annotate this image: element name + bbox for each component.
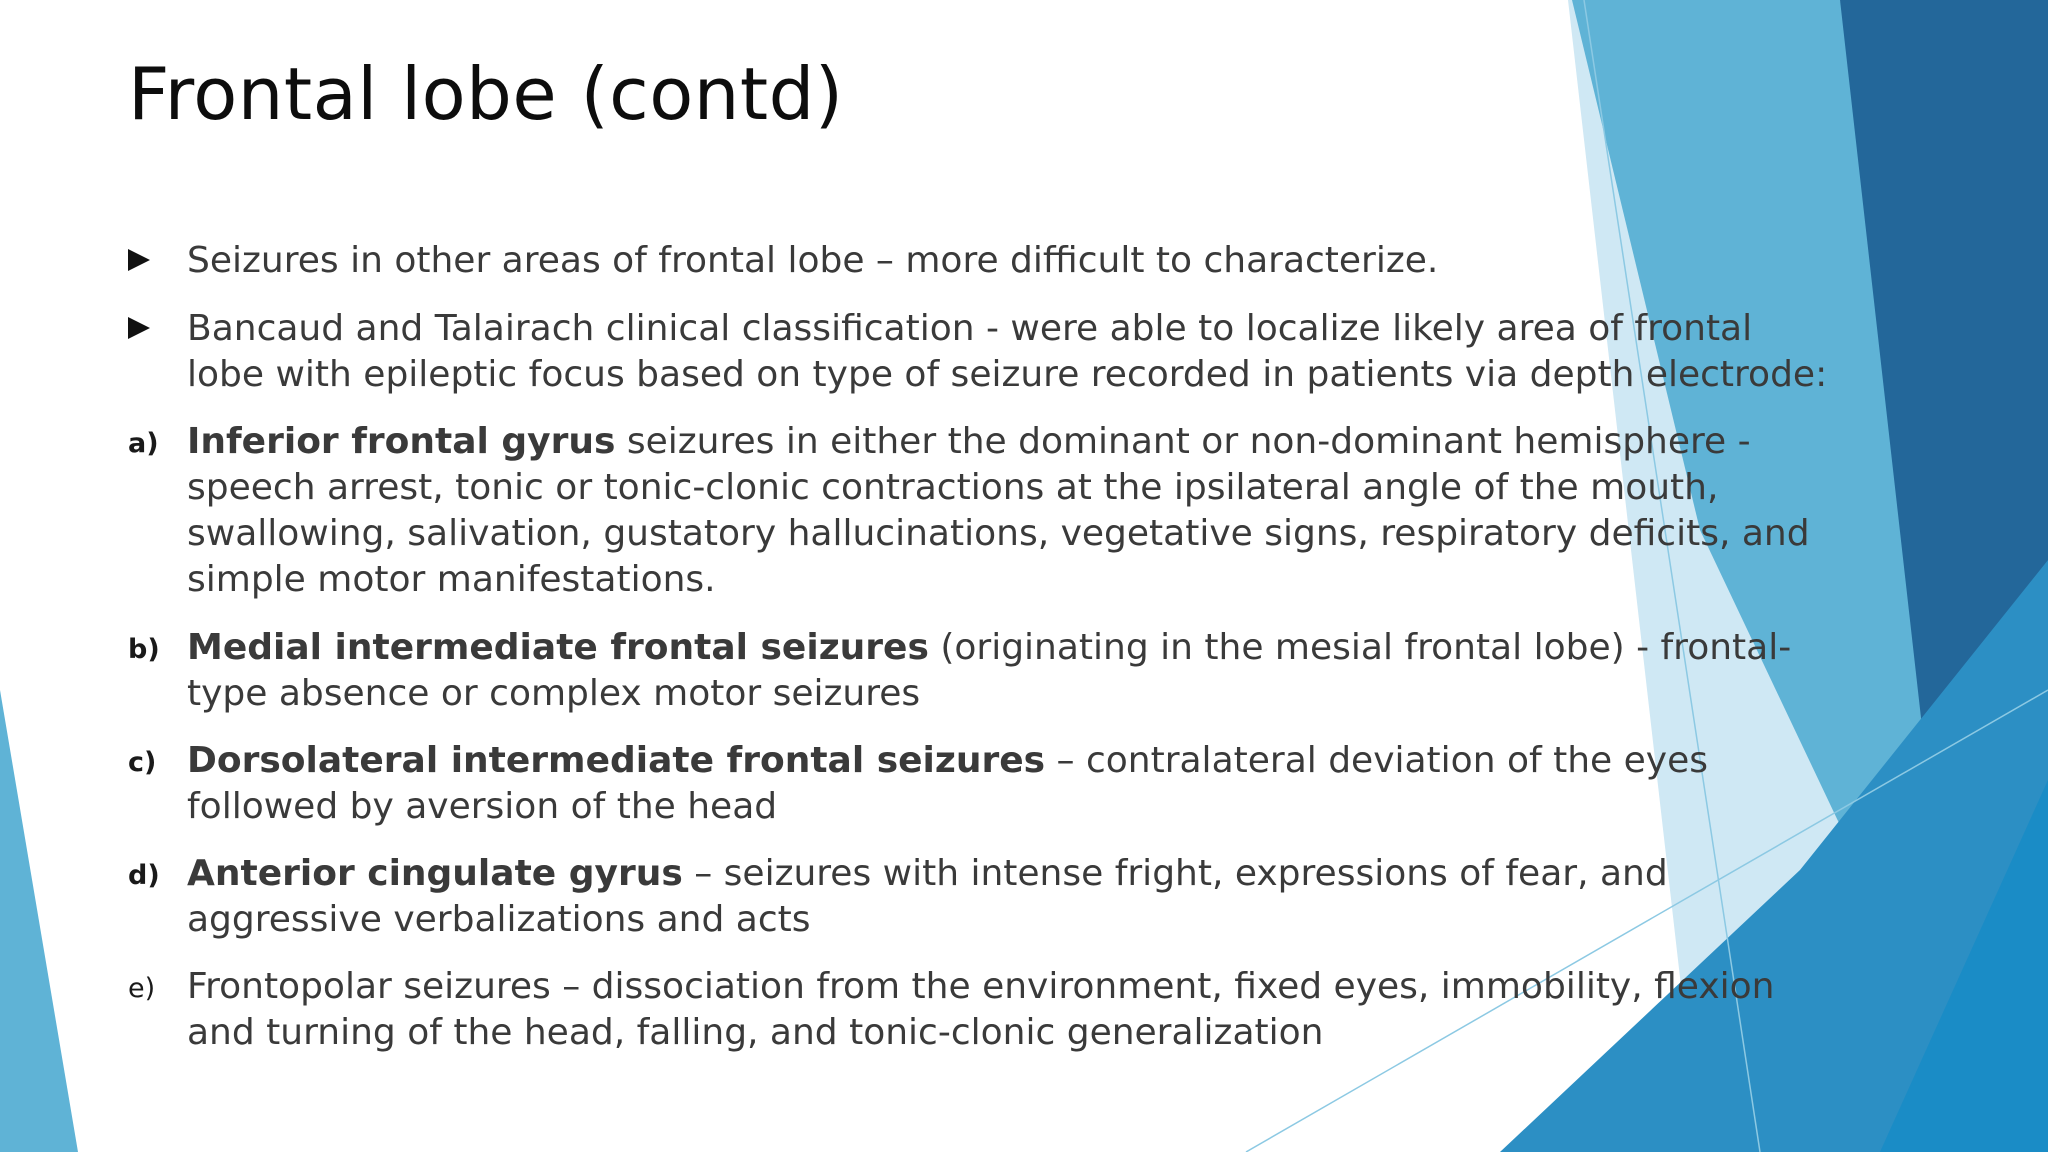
item-marker: b) [128,634,160,665]
bullet-text: Seizures in other areas of frontal lobe – more difficult to characterize. [187,240,1439,281]
item-text: (originating in the mesial frontal lobe) - frontal-type absence or complex motor seizures [187,627,1792,714]
lettered-item [128,964,1828,1056]
bullet-item [128,306,1828,398]
item-heading: Anterior cingulate gyrus [187,853,683,894]
lettered-item [128,738,1828,830]
triangle-bullet-icon [128,317,150,339]
lettered-item [128,625,1828,717]
item-marker: a) [128,428,159,459]
item-text: – seizures with intense fright, expressions of fear, and aggressive verbalizations and acts [187,853,1668,940]
item-marker: d) [128,860,160,891]
bullet-text: Bancaud and Talairach clinical classification - were able to localize likely area of frontal lobe with epileptic focus based on type of seizure recorded in patients via depth electrode: [187,308,1828,395]
item-text: seizures in either the dominant or non-dominant hemisphere - speech arrest, tonic or tonic-clonic contractions at the ipsilateral angle of the mouth, swallowing, salivation, gustatory hallucinations, vegetative signs, respiratory deficits, and simple motor manifestations. [187,421,1810,600]
item-marker: e) [128,973,156,1004]
bullet-item [128,238,1828,284]
item-heading: Inferior frontal gyrus [187,421,616,462]
body-list [128,238,1828,1056]
lettered-item [128,419,1828,603]
item-marker: c) [128,747,157,778]
lettered-item [128,851,1828,943]
item-text: Frontopolar seizures – dissociation from the environment, fixed eyes, immobility, flexion and turning of the head, falling, and tonic-clonic generalization [187,966,1775,1053]
triangle-bullet-icon [128,249,150,271]
item-heading: Dorsolateral intermediate frontal seizures [187,740,1046,781]
item-heading: Medial intermediate frontal seizures [187,627,929,668]
slide-title: Frontal lobe (contd) [128,52,844,136]
item-text: – contralateral deviation of the eyes followed by aversion of the head [187,740,1708,827]
